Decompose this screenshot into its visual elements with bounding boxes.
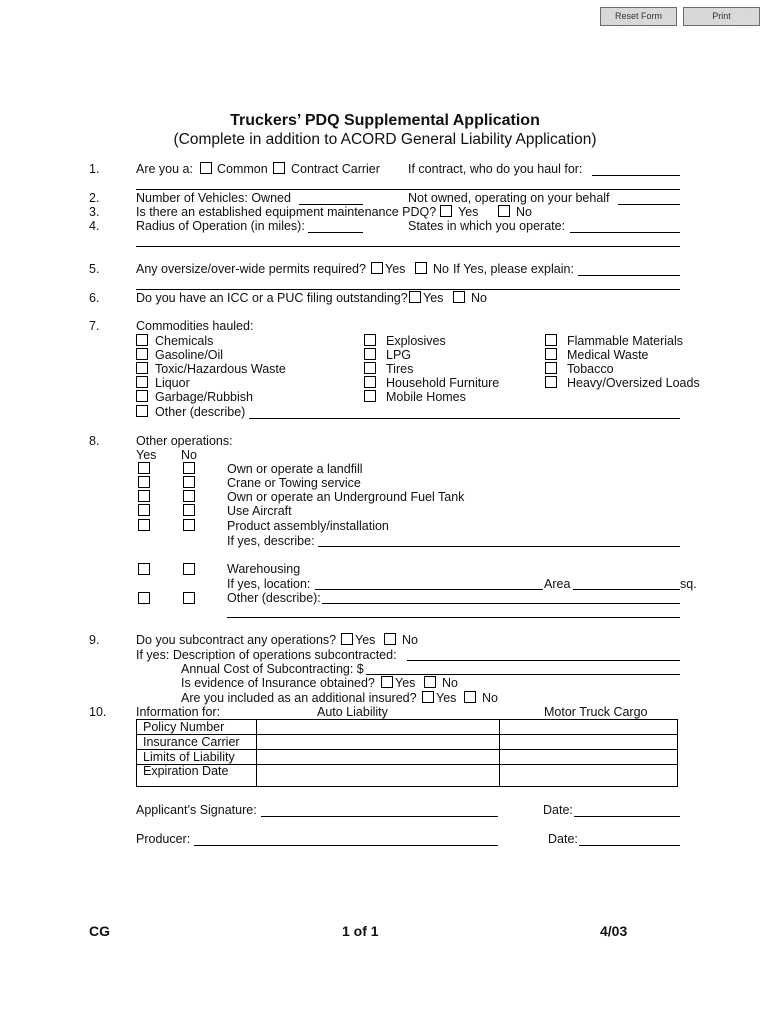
commodity-liquor-label: Liquor [155,376,190,390]
expiration-date-label: Expiration Date [137,765,257,787]
op-landfill-label: Own or operate a landfill [227,462,363,476]
q1-number: 1. [89,162,100,176]
op-aircraft-no-checkbox[interactable] [183,504,195,516]
form-title: Truckers’ PDQ Supplemental Application [230,112,540,129]
commodity-gasoline-checkbox[interactable] [136,348,148,360]
q8-number: 8. [89,434,100,448]
op-other-yes-checkbox[interactable] [138,592,150,604]
auto-limits-cell[interactable] [257,750,500,765]
footer-edition-date: 4/03 [600,923,628,939]
q4-states-label: States in which you operate: [408,219,566,233]
auto-insurance-carrier-cell[interactable] [257,735,500,750]
q1-contract-label: Contract Carrier [291,162,380,176]
commodity-furniture-label: Household Furniture [386,376,500,390]
q9-additional-yes-checkbox[interactable] [422,691,434,703]
q9-no-checkbox[interactable] [384,633,396,645]
q10-number: 10. [89,705,107,719]
q10-auto-header: Auto Liability [317,705,388,719]
commodity-garbage-label: Garbage/Rubbish [155,390,253,404]
q9-yes-label: Yes [355,633,376,647]
q9-evidence-no-checkbox[interactable] [424,676,436,688]
q6-yes-checkbox[interactable] [409,291,421,303]
commodity-explosives-checkbox[interactable] [364,334,376,346]
q8-no-header: No [181,448,197,462]
q1-haul-label: If contract, who do you haul for: [408,162,583,176]
op-assembly-label: Product assembly/installation [227,519,389,533]
op-other-field[interactable] [322,603,680,604]
commodity-heavy-label: Heavy/Oversized Loads [567,376,700,390]
op-describe-label: If yes, describe: [227,534,315,548]
applicant-date-field[interactable] [574,816,680,817]
cargo-expiration-cell[interactable] [500,765,678,787]
producer-field[interactable] [194,845,498,846]
op-assembly-no-checkbox[interactable] [183,519,195,531]
q3-label: Is there an established equipment maintenance PDQ? [136,205,437,219]
op-other-label: Other (describe): [227,591,321,605]
q5-label: Any oversize/over-wide permits required? [136,262,366,276]
cargo-limits-cell[interactable] [500,750,678,765]
q9-cost-label: Annual Cost of Subcontracting: $ [181,662,364,676]
applicant-signature-label: Applicant’s Signature: [136,803,257,817]
op-location-label: If yes, location: [227,577,311,591]
q9-additional-no-label: No [482,691,498,705]
applicant-date-label: Date: [543,803,573,817]
auto-expiration-cell[interactable] [257,765,500,787]
q9-yes-checkbox[interactable] [341,633,353,645]
q1-haul-field[interactable] [592,175,680,176]
commodity-explosives-label: Explosives [386,334,446,348]
commodity-heavy-checkbox[interactable] [545,376,557,388]
q9-evidence-yes-label: Yes [395,676,416,690]
commodity-tobacco-label: Tobacco [567,362,614,376]
op-aircraft-label: Use Aircraft [227,504,292,518]
op-landfill-no-checkbox[interactable] [183,462,195,474]
commodity-lpg-label: LPG [386,348,412,362]
print-button[interactable]: Print [683,7,760,26]
commodity-furniture-checkbox[interactable] [364,376,376,388]
producer-date-field[interactable] [579,845,680,846]
table-row [137,765,678,787]
commodity-garbage-checkbox[interactable] [136,390,148,402]
q2-not-owned-field[interactable] [618,204,680,205]
q9-description-field[interactable] [407,660,680,661]
q6-no-label: No [471,291,487,305]
op-crane-no-checkbox[interactable] [183,476,195,488]
q9-description-label: If yes: Description of operations subcontracted: [136,648,397,662]
q3-yes-checkbox[interactable] [440,205,452,217]
q9-cost-field[interactable] [366,674,680,675]
q4-number: 4. [89,219,100,233]
form-subtitle: (Complete in addition to ACORD General Liability Application) [173,131,597,148]
footer-page-number: 1 of 1 [342,923,379,939]
op-landfill-yes-checkbox[interactable] [138,462,150,474]
commodity-toxic-checkbox[interactable] [136,362,148,374]
commodity-tires-label: Tires [386,362,414,376]
commodity-liquor-checkbox[interactable] [136,376,148,388]
commodity-lpg-checkbox[interactable] [364,348,376,360]
op-area-label: Area [544,577,571,591]
q8-yes-header: Yes [136,448,157,462]
commodity-other-field[interactable] [249,418,680,419]
op-other-no-checkbox[interactable] [183,592,195,604]
limits-of-liability-label: Limits of Liability [137,750,257,765]
op-fuel-tank-label: Own or operate an Underground Fuel Tank [227,490,465,504]
commodity-medical-checkbox[interactable] [545,348,557,360]
insurance-info-table [136,719,678,787]
policy-number-label: Policy Number [137,720,257,735]
commodity-chemicals-label: Chemicals [155,334,214,348]
q9-no-label: No [402,633,418,647]
auto-policy-number-cell[interactable] [257,720,500,735]
q7-number: 7. [89,319,100,333]
producer-label: Producer: [136,832,191,846]
q9-additional-label: Are you included as an additional insured? [181,691,417,705]
q9-additional-no-checkbox[interactable] [464,691,476,703]
q1-label: Are you a: [136,162,193,176]
q5-yes-label: Yes [385,262,406,276]
q4-label: Radius of Operation (in miles): [136,219,305,233]
op-sq-label: sq. [680,577,697,591]
op-area-field[interactable] [573,589,680,590]
op-fuel-tank-yes-checkbox[interactable] [138,490,150,502]
q5-explain-field[interactable] [578,275,680,276]
q9-additional-yes-label: Yes [436,691,457,705]
cargo-insurance-carrier-cell[interactable] [500,735,678,750]
op-crane-label: Crane or Towing service [227,476,361,490]
op-assembly-yes-checkbox[interactable] [138,519,150,531]
commodity-mobile-homes-label: Mobile Homes [386,390,466,404]
q6-number: 6. [89,291,100,305]
q6-yes-label: Yes [423,291,444,305]
q4-radius-field[interactable] [308,232,363,233]
op-location-field[interactable] [315,589,543,590]
commodity-tires-checkbox[interactable] [364,362,376,374]
q3-no-label: No [516,205,532,219]
q9-evidence-yes-checkbox[interactable] [381,676,393,688]
applicant-signature-field[interactable] [261,816,498,817]
reset-form-button[interactable]: Reset Form [600,7,677,26]
commodity-chemicals-checkbox[interactable] [136,334,148,346]
commodity-medical-label: Medical Waste [567,348,649,362]
q10-cargo-header: Motor Truck Cargo [544,705,648,719]
q6-label: Do you have an ICC or a PUC filing outstanding? [136,291,408,305]
q3-yes-label: Yes [458,205,479,219]
commodity-other-checkbox[interactable] [136,405,148,417]
commodity-other-label: Other (describe) [155,405,246,419]
op-fuel-tank-no-checkbox[interactable] [183,490,195,502]
op-aircraft-yes-checkbox[interactable] [138,504,150,516]
q10-label: Information for: [136,705,221,719]
q1-common-checkbox[interactable] [200,162,212,174]
q9-number: 9. [89,633,100,647]
op-describe-field[interactable] [318,546,680,547]
producer-date-label: Date: [548,832,578,846]
q3-no-checkbox[interactable] [498,205,510,217]
q5-number: 5. [89,262,100,276]
q2-label: Number of Vehicles: Owned [136,191,291,205]
commodity-flammable-label: Flammable Materials [567,334,684,348]
q3-number: 3. [89,205,100,219]
q6-no-checkbox[interactable] [453,291,465,303]
footer-form-code: CG [89,923,110,939]
q2-number: 2. [89,191,100,205]
cargo-policy-number-cell[interactable] [500,720,678,735]
table-row [137,735,678,750]
q5-no-label: No [433,262,449,276]
q7-label: Commodities hauled: [136,319,254,333]
commodity-tobacco-checkbox[interactable] [545,362,557,374]
op-other-field-line2[interactable] [227,617,680,618]
commodity-gasoline-label: Gasoline/Oil [155,348,224,362]
q4-states-field-line2[interactable] [136,246,680,247]
q1-common-label: Common [217,162,268,176]
q5-no-checkbox[interactable] [415,262,427,274]
q9-evidence-no-label: No [442,676,458,690]
q1-haul-field-line2[interactable] [136,189,680,190]
table-row [137,720,678,735]
op-crane-yes-checkbox[interactable] [138,476,150,488]
q2-not-owned-label: Not owned, operating on your behalf [408,191,610,205]
op-warehousing-no-checkbox[interactable] [183,563,195,575]
op-warehousing-yes-checkbox[interactable] [138,563,150,575]
op-warehousing-label: Warehousing [227,562,301,576]
table-row [137,750,678,765]
q9-evidence-label: Is evidence of Insurance obtained? [181,676,375,690]
q9-label: Do you subcontract any operations? [136,633,337,647]
q5-explain-field-line2[interactable] [136,289,680,290]
insurance-carrier-label: Insurance Carrier [137,735,257,750]
commodity-toxic-label: Toxic/Hazardous Waste [155,362,286,376]
commodity-flammable-checkbox[interactable] [545,334,557,346]
q1-contract-checkbox[interactable] [273,162,285,174]
commodity-mobile-homes-checkbox[interactable] [364,390,376,402]
q8-label: Other operations: [136,434,233,448]
q5-explain-label: If Yes, please explain: [453,262,574,276]
q5-yes-checkbox[interactable] [371,262,383,274]
q4-states-field[interactable] [570,232,680,233]
